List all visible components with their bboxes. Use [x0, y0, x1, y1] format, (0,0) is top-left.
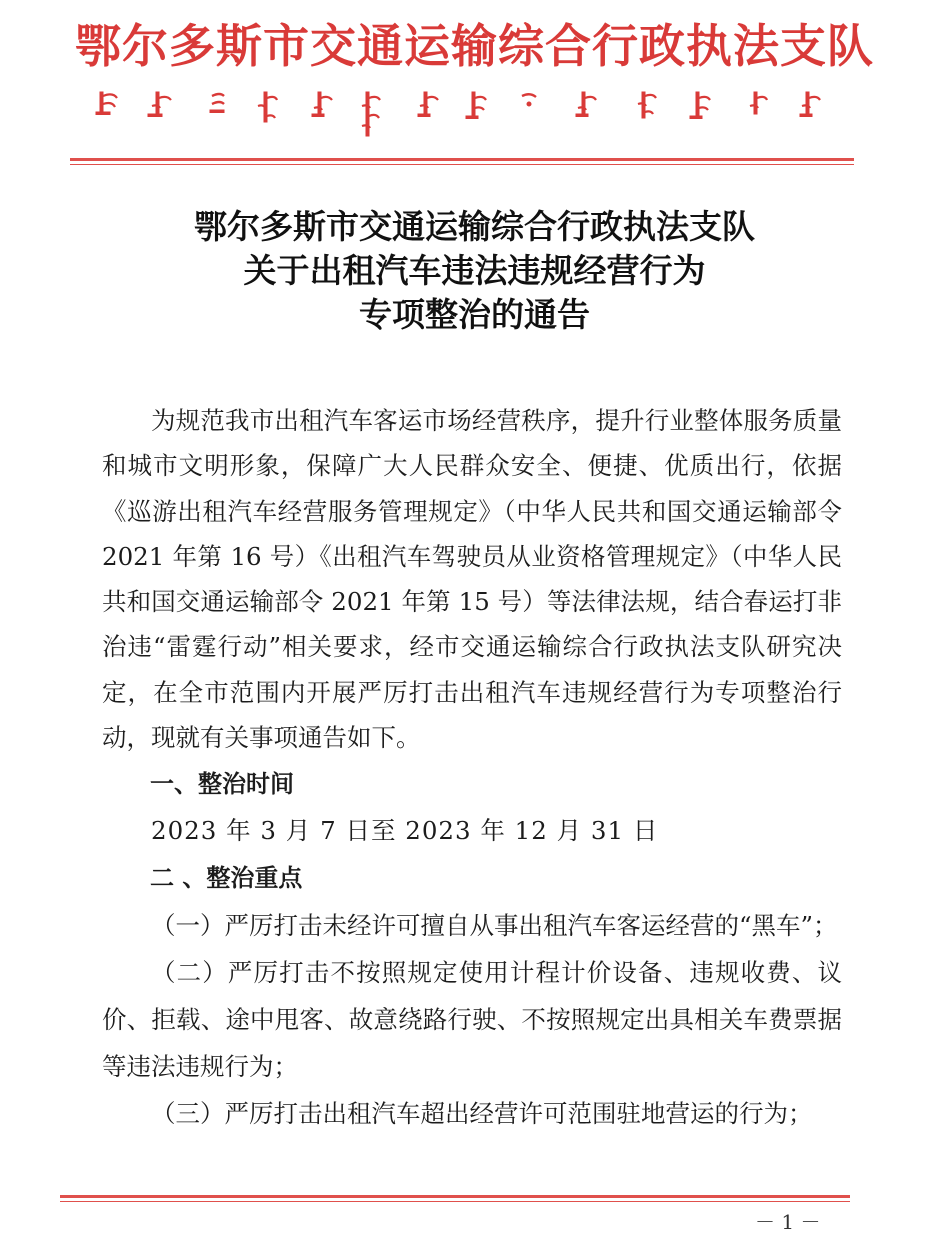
title-line-1: 鄂尔多斯市交通运输综合行政执法支队: [194, 207, 755, 246]
intro-paragraph: 为规范我市出租汽车客运市场经营秩序，提升行业整体服务质量和城市文明形象，保障广大人民群众安全、便捷、优质出行，依据《巡游出租汽车经营服务管理规定》（中华人民共和国交通运输部令 2021 年第 16 号）《出租汽车驾驶员从业资格管理规定》（中华人民共和国交通运输部令 2021 年第 15 号）等法律法规，结合春运打非治违“雷霆行动”相关要求，经市交通运输综合行政执法支队研究决定，在全市范围内开展严厉打击出租汽车违规经营行为专项整治行动，现就有关事项通告如下。: [102, 406, 842, 753]
focus-item-1: （一）严厉打击未经许可擅自从事出租汽车客运经营的“黑车”；: [151, 911, 838, 941]
mongolian-script-seal: [90, 86, 850, 146]
document-body: [102, 398, 842, 1137]
section-heading-focus: 二 、整治重点: [150, 864, 303, 893]
focus-item-3: （三）严厉打击出租汽车超出经营许可范围驻地营运的行为；: [151, 1099, 813, 1129]
masthead-divider: [70, 158, 854, 165]
masthead-title: 鄂尔多斯市交通运输综合行政执法支队: [75, 19, 874, 73]
footer-divider: [60, 1195, 850, 1202]
title-line-3: 专项整治的通告: [359, 295, 590, 334]
title-line-2: 关于出租汽车违法违规经营行为: [243, 251, 706, 290]
document-title: [0, 205, 949, 337]
section-heading-time: 一、整治时间: [150, 770, 294, 799]
section-text-time: 2023 年 3 月 7 日至 2023 年 12 月 31 日: [151, 816, 659, 846]
focus-item-2: （二）严厉打击不按照规定使用计程计价设备、违规收费、议价、拒载、途中甩客、故意绕路行驶、不按照规定出具相关车费票据等违法违规行为；: [102, 958, 842, 1082]
page-number: － 1 －: [755, 1210, 821, 1234]
